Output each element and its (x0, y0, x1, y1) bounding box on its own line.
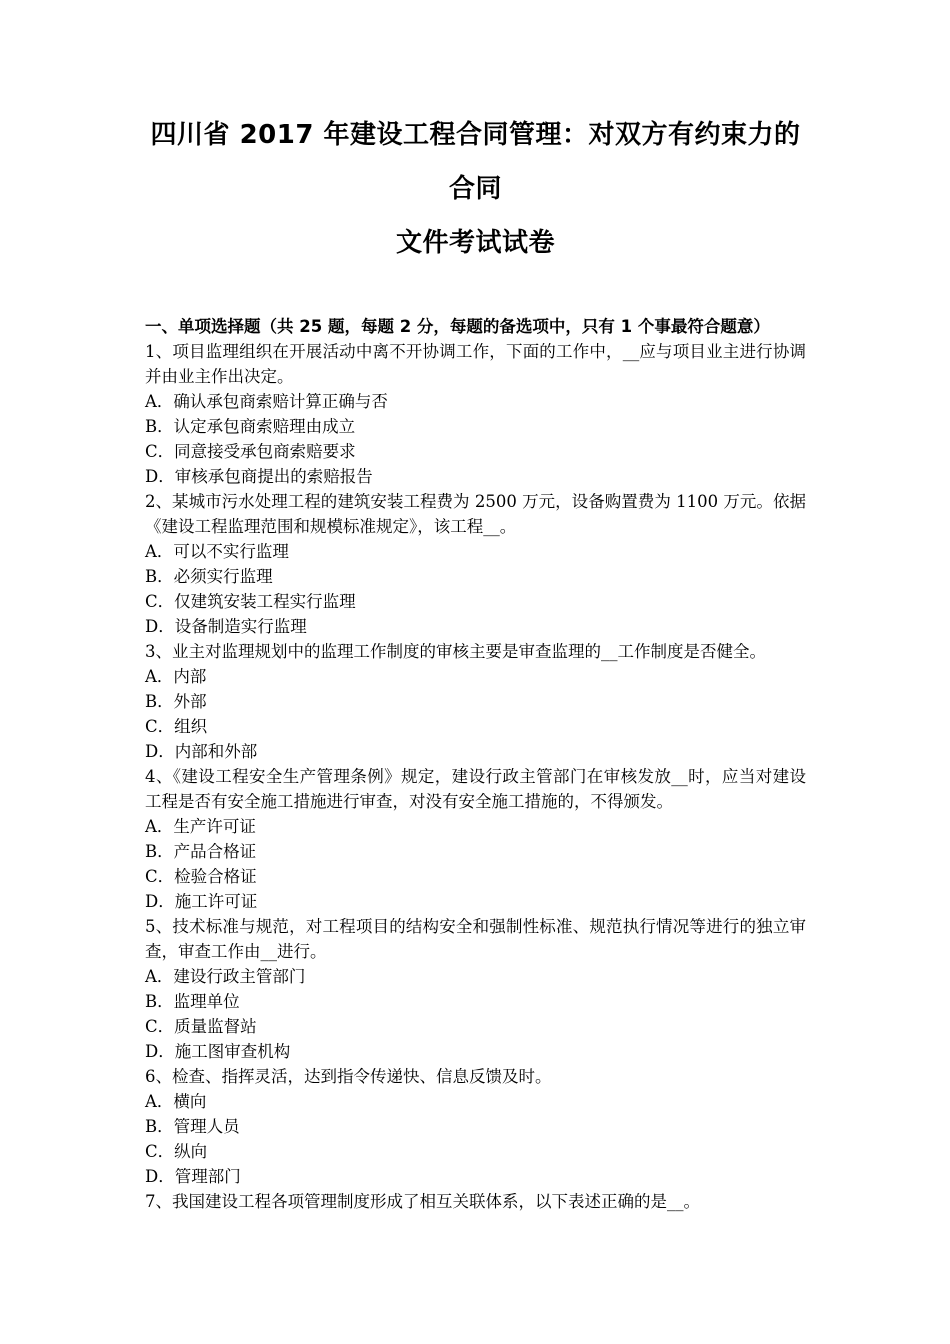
option-b: B．必须实行监理 (145, 567, 273, 586)
question-stem: 5、技术标准与规范，对工程项目的结构安全和强制性标准、规范执行情况等进行的独立审查，审查工作由__进行。 (145, 917, 806, 961)
option-c: C．质量监督站 (145, 1017, 257, 1036)
section-heading: 一、单项选择题（共 25 题，每题 2 分，每题的备选项中，只有 1 个事最符合题意） (145, 317, 770, 336)
question-stem: 1、项目监理组织在开展活动中离不开协调工作，下面的工作中，__应与项目业主进行协调并由业主作出决定。 (145, 342, 806, 386)
option-d: D．审核承包商提出的索赔报告 (145, 467, 373, 486)
question-7 (145, 1189, 806, 1214)
option-b: B．管理人员 (145, 1117, 240, 1136)
option-b: B．外部 (145, 692, 207, 711)
option-c: C．组织 (145, 717, 208, 736)
title-line-2: 文件考试试卷 (395, 228, 555, 258)
question-5 (145, 914, 806, 1064)
question-stem: 4、《建设工程安全生产管理条例》规定，建设行政主管部门在审核发放__时，应当对建设工程是否有安全施工措施进行审查，对没有安全施工措施的，不得颁发。 (145, 767, 806, 811)
option-c: C．纵向 (145, 1142, 208, 1161)
question-stem: 3、业主对监理规划中的监理工作制度的审核主要是审查监理的__工作制度是否健全。 (145, 642, 766, 661)
option-d: D．施工许可证 (145, 892, 258, 911)
question-2 (145, 489, 806, 639)
option-d: D．管理部门 (145, 1167, 241, 1186)
question-6 (145, 1064, 806, 1189)
option-b: B．认定承包商索赔理由成立 (145, 417, 356, 436)
option-b: B．监理单位 (145, 992, 240, 1011)
option-d: D．施工图审查机构 (145, 1042, 291, 1061)
option-a: A．横向 (145, 1092, 207, 1111)
question-stem: 2、某城市污水处理工程的建筑安装工程费为 2500 万元，设备购置费为 1100 万元。依据《建设工程监理范围和规模标准规定》，该工程__。 (145, 492, 806, 536)
option-c: C．同意接受承包商索赔要求 (145, 442, 356, 461)
question-1 (145, 339, 806, 489)
question-3 (145, 639, 806, 764)
question-stem: 6、检查、指挥灵活，达到指令传递快、信息反馈及时。 (145, 1067, 552, 1086)
question-4 (145, 764, 806, 914)
title-line-1: 四川省 2017 年建设工程合同管理：对双方有约束力的合同 (150, 120, 801, 204)
option-d: D．设备制造实行监理 (145, 617, 307, 636)
option-a: A．生产许可证 (145, 817, 256, 836)
option-c: C．仅建筑安装工程实行监理 (145, 592, 356, 611)
option-a: A．可以不实行监理 (145, 542, 289, 561)
option-d: D．内部和外部 (145, 742, 258, 761)
question-stem: 7、我国建设工程各项管理制度形成了相互关联体系，以下表述正确的是__。 (145, 1192, 700, 1211)
option-c: C．检验合格证 (145, 867, 257, 886)
option-a: A．内部 (145, 667, 207, 686)
option-a: A．建设行政主管部门 (145, 967, 306, 986)
option-a: A．确认承包商索赔计算正确与否 (145, 392, 388, 411)
page-title (145, 0, 806, 270)
option-b: B．产品合格证 (145, 842, 257, 861)
